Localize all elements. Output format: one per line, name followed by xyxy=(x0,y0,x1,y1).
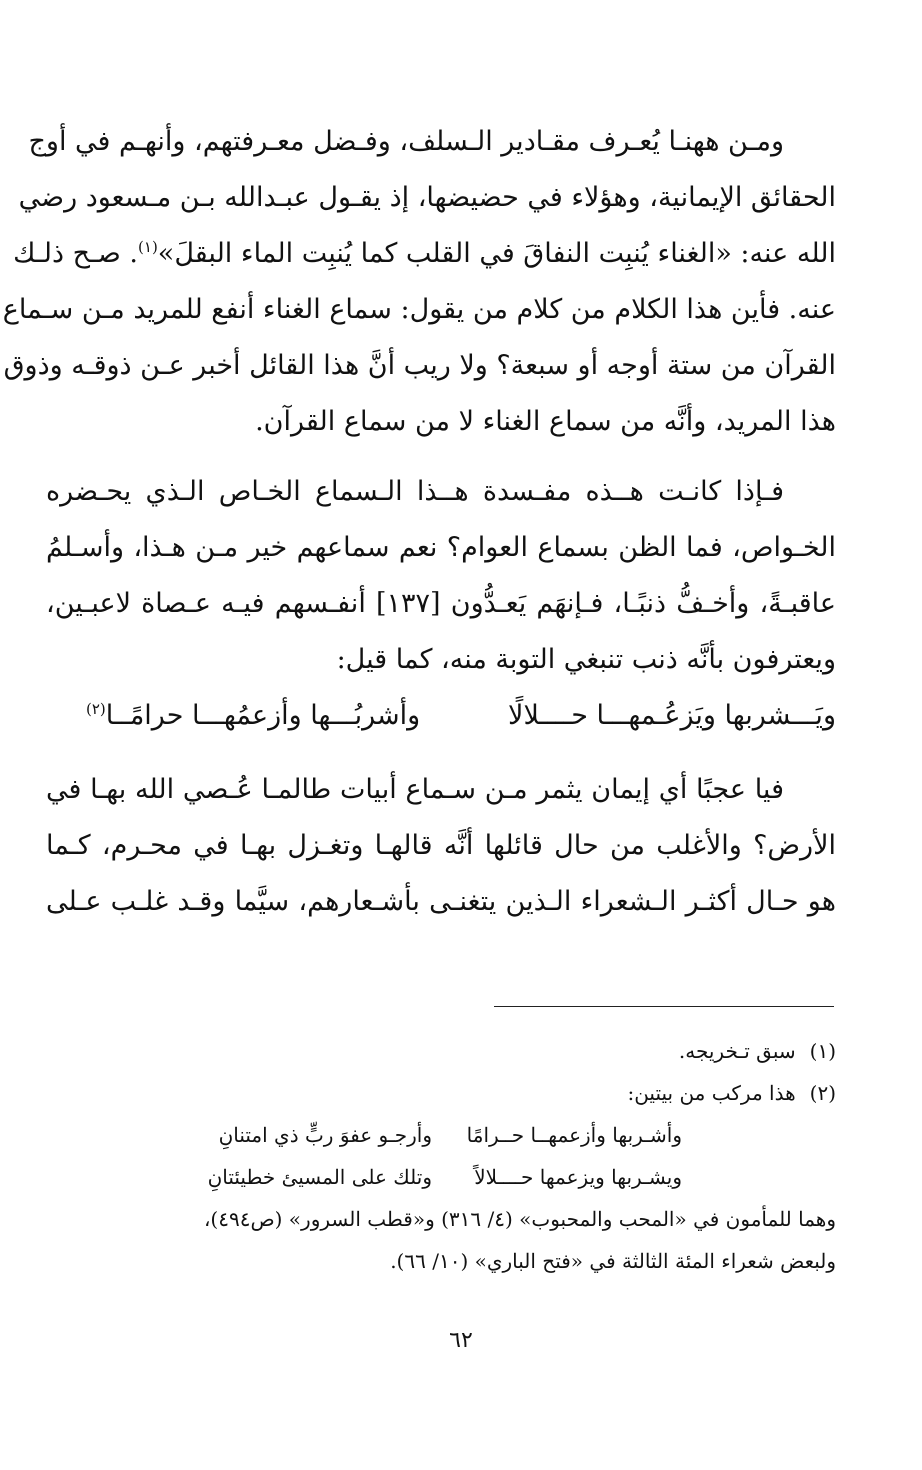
text-line: ومـن ههنـا يُعـرف مقـادير الـسلف، وفـضل معـرفتهم، وأنهـم في أوج xyxy=(28,126,784,157)
poem-verse xyxy=(46,688,836,744)
footnote-marker: (١) xyxy=(809,1039,836,1063)
footnote-text: سبق تـخريجه. xyxy=(678,1039,796,1063)
footnote-marker: (٢) xyxy=(809,1081,836,1105)
main-text xyxy=(2,114,836,930)
footnote-ref-1: (١) xyxy=(138,238,158,256)
paragraph-1 xyxy=(2,114,836,450)
footnote-ref-2: (٢) xyxy=(86,700,106,718)
footnotes xyxy=(46,1030,836,1282)
footnote-verse xyxy=(46,1156,836,1198)
footnote-1 xyxy=(46,1030,836,1072)
paragraph-3 xyxy=(46,762,836,930)
footnote-verse-second: وتلك على المسيئ خطيئتانِ xyxy=(207,1165,432,1189)
verse-first-hemistich: ويَـــشربها ويَزعُـمهـــا حــــلالًا xyxy=(508,700,836,731)
footnote-verse xyxy=(46,1114,836,1156)
paragraph-2 xyxy=(46,464,836,688)
text-line: هذا المريد، وأنَّه من سماع الغناء لا من سماع القرآن. xyxy=(255,406,836,437)
text-line: عاقبـةً، وأخـفُّ ذنبًـا، فـإنهَم يَعـدُّون [١٣٧] أنفـسهم فيـه عـصاة لاعبـين، xyxy=(46,588,836,619)
text-line: الخـواص، فما الظن بسماع العوام؟ نعم سماعهم خير مـن هـذا، وأسـلمُ xyxy=(46,532,836,563)
footnote-verse-first: وأشـربها وأزعمهــا حــرامًا xyxy=(466,1123,682,1147)
text-line: الحقائق الإيمانية، وهؤلاء في حضيضها، إذ يقـول عبـدالله بـن مـسعود رضي xyxy=(18,182,836,213)
text-line xyxy=(13,226,836,282)
text-line: القرآن من ستة أوجه أو سبعة؟ ولا ريب أنَّ هذا القائل أخبر عـن ذوقـه وذوق xyxy=(3,350,836,381)
text-line: ويعترفون بأنَّه ذنب تنبغي التوبة منه، كما قيل: xyxy=(336,644,836,675)
footnote-source: ولبعض شعراء المئة الثالثة في «فتح الباري» (١٠/ ٦٦). xyxy=(390,1249,836,1273)
footnote-source: وهما للمأمون في «المحب والمحبوب» (٤/ ٣١٦) و«قطب السرور» (ص٤٩٤)، xyxy=(203,1207,836,1231)
quote-tail: . صـح ذلـك xyxy=(13,238,139,269)
text-line: الأرض؟ والأغلب من حال قائلها أنَّه قالهـا وتغـزل بهـا في محـرم، كـما xyxy=(46,830,836,861)
footnote-separator xyxy=(494,1006,834,1007)
text-line: فيا عجبًا أي إيمان يثمر مـن سـماع أبيات طالمـا عُـصي الله بهـا في xyxy=(46,774,784,805)
quote-text: الله عنه: «الغناء يُنبِت النفاقَ في القلب كما يُنبِت الماء البقلَ» xyxy=(157,238,836,269)
text-line: فـإذا كانـت هــذه مفـسدة هــذا الـسماع الخـاص الـذي يحـضره xyxy=(46,476,784,507)
text-line: هو حـال أكثـر الـشعراء الـذين يتغنـى بأشـعارهم، سيَّما وقـد غلـب عـلى xyxy=(46,886,836,917)
footnote-verse-second: وأرجـو عفوَ ربٍّ ذي امتنانِ xyxy=(218,1123,432,1147)
paragraph-gap xyxy=(46,450,836,464)
footnote-2 xyxy=(46,1072,836,1114)
footnote-text: هذا مركب من بيتين: xyxy=(627,1081,796,1105)
page-number: ٦٢ xyxy=(449,1328,473,1353)
verse-second-text: وأشربُـــها وأزعمُهـــا حرامًــا xyxy=(105,700,421,731)
paragraph-gap xyxy=(46,744,836,762)
text-line: عنه. فأين هذا الكلام من كلام من يقول: سماع الغناء أنفع للمريد مـن سـماع xyxy=(2,294,836,325)
verse-second-hemistich xyxy=(46,688,420,744)
footnote-verse-first: ويشـربها ويزعمها حــــلالاً xyxy=(474,1165,682,1189)
